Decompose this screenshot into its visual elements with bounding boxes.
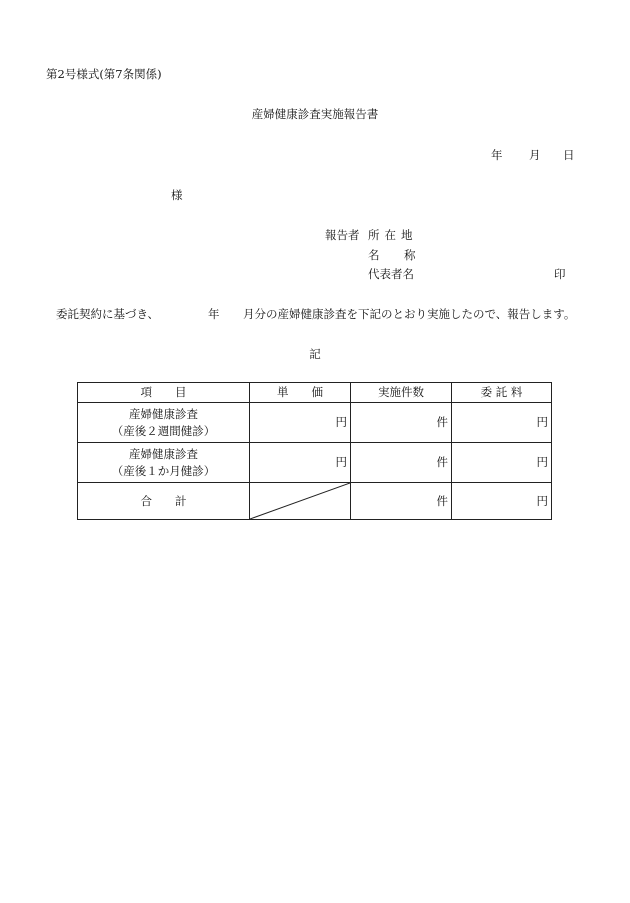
row-item-line2: （産後１か月健診） <box>111 463 216 478</box>
header-fee: 委 託 料 <box>452 383 552 403</box>
body-text-year: 年 <box>208 307 220 321</box>
seal-mark: 印 <box>554 267 566 281</box>
diagonal-strike <box>250 483 350 519</box>
form-number: 第2号様式(第7条関係) <box>46 67 162 81</box>
row-fee-cell[interactable] <box>452 443 552 483</box>
date-year-label: 年 <box>491 148 503 162</box>
date-month-label: 月 <box>529 148 541 162</box>
report-table <box>77 382 552 520</box>
table-header-row <box>78 383 552 403</box>
ki-heading: 記 <box>309 347 321 361</box>
address-label: 所在地 <box>368 228 418 242</box>
row-price-cell[interactable] <box>250 403 351 443</box>
body-text-part2: 月分の産婦健康診査を下記のとおり実施したので、報告します。 <box>243 307 576 321</box>
header-item: 項 目 <box>78 383 250 403</box>
ken-unit: 件 <box>436 493 448 508</box>
ken-unit: 件 <box>436 455 448 469</box>
row-item-line1: 産婦健康診査 <box>129 446 198 461</box>
yen-unit: 円 <box>335 415 347 429</box>
yen-unit: 円 <box>335 455 347 469</box>
addressee-suffix: 様 <box>171 188 183 202</box>
total-price-cell-struck <box>250 483 351 520</box>
name-label-part2: 称 <box>404 248 416 262</box>
row-count-cell[interactable] <box>351 443 452 483</box>
row-fee-cell[interactable] <box>452 403 552 443</box>
yen-unit: 円 <box>536 455 548 469</box>
row-item-line1: 産婦健康診査 <box>129 406 198 421</box>
reporter-label: 報告者 <box>325 228 360 242</box>
row-item-line2: （産後２週間健診） <box>111 423 216 438</box>
table-row <box>78 403 552 443</box>
total-fee-cell[interactable] <box>452 483 552 520</box>
document-title: 産婦健康診査実施報告書 <box>251 107 379 121</box>
yen-unit: 円 <box>536 415 548 429</box>
row-price-cell[interactable] <box>250 443 351 483</box>
representative-label: 代表者名 <box>368 267 414 281</box>
header-unit-price: 単 価 <box>250 383 351 403</box>
table-total-row <box>78 483 552 520</box>
total-label: 合 計 <box>78 483 250 520</box>
header-count: 実施件数 <box>351 383 452 403</box>
row-item <box>78 403 250 443</box>
total-count-cell[interactable] <box>351 483 452 520</box>
body-text-part1: 委託契約に基づき、 <box>56 307 160 321</box>
row-count-cell[interactable] <box>351 403 452 443</box>
date-day-label: 日 <box>563 148 575 162</box>
table-row <box>78 443 552 483</box>
name-label-part1: 名 <box>368 248 380 262</box>
ken-unit: 件 <box>436 415 448 429</box>
row-item <box>78 443 250 483</box>
yen-unit: 円 <box>536 493 548 508</box>
